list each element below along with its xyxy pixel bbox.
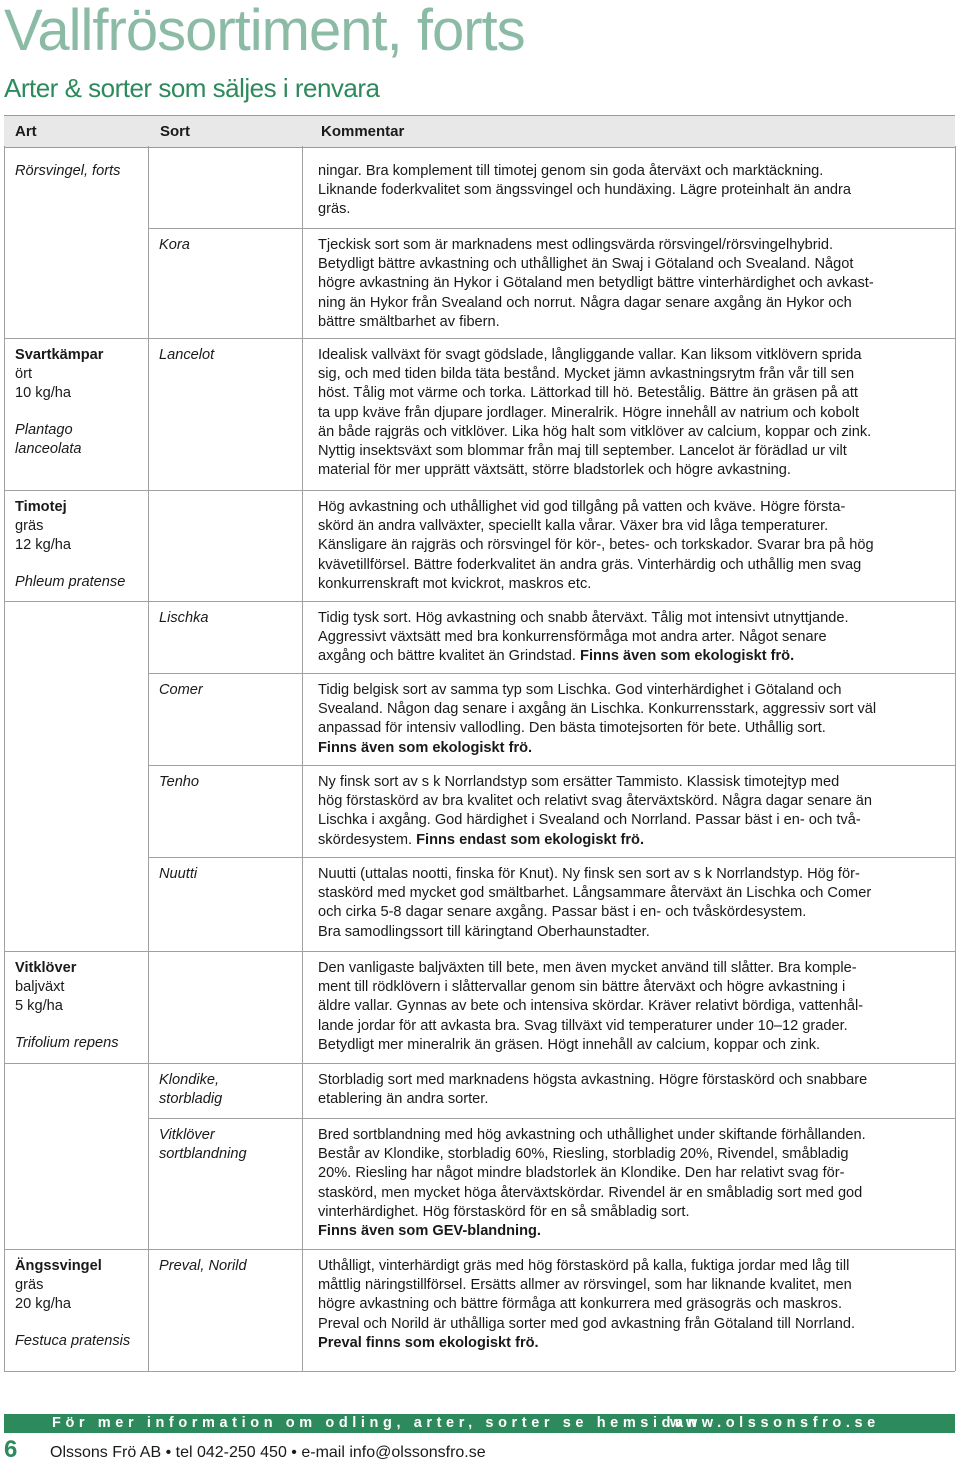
seed-rate: 10 kg/ha: [15, 385, 71, 402]
art-cell: [15, 959, 145, 1053]
seed-rate: 5 kg/ha: [15, 998, 63, 1015]
kommentar-cell: Hög avkastning och uthållighet vid god tillgång på vatten och kväve. Högre första- skörd än andra vallväxter, speciellt kalla vårar. Växer bra vid låga temperaturer. Känsligare än rajgräs och rörsvingel för kör-, betes- och torkskador. Svarar bra på hög kvävetillförsel. Bättre foderkvalitet än andra gräs. Vinterhärdig och uthållig men svag konkurrenskraft mot kvickrot, maskros etc.: [318, 499, 874, 592]
art-cell: [15, 498, 145, 592]
seed-rate: 12 kg/ha: [15, 537, 71, 554]
website-link[interactable]: www.olssonsfro.se: [670, 1415, 880, 1431]
row-divider: [4, 951, 955, 952]
table-header: [4, 115, 955, 148]
row-divider: [148, 1118, 955, 1119]
kommentar-cell: Bred sortblandning med hög avkastning och uthållighet under skiftande förhållanden. Består av Klondike, storbladig 60%, Riesling, storbladig 20%, Rivendel, småbladig 20%. Riesling har något mindre bladstorlek än Klondike. Den har relativt svag för- staskörd, men mycket höga återväxtskördar. Rivendel är en småbladig sort med god vinterhärdighet. Hög förstaskörd för en så småbladig sort. Finns även som GEV-blandning.: [318, 1127, 866, 1240]
row-divider: [148, 857, 955, 858]
row-divider: [4, 490, 955, 491]
info-banner: [4, 1414, 955, 1433]
art-cell: [15, 162, 145, 181]
latin-name: Festuca pratensis: [15, 1332, 131, 1349]
row-divider: [4, 338, 955, 339]
art-type: gräs: [15, 1277, 44, 1294]
art-cell: [15, 1257, 145, 1351]
latin-name: Plantago lanceolata: [15, 421, 82, 457]
art-name: Svartkämpar: [15, 347, 104, 363]
header-sort: Sort: [160, 123, 190, 140]
page-subtitle: Arter & sorter som säljes i renvara: [4, 73, 380, 103]
art-type: baljväxt: [15, 979, 65, 996]
art-name: Rörsvingel, forts: [15, 163, 121, 179]
info-banner-text: För mer information om odling, arter, sorter se hemsidan: [52, 1415, 702, 1431]
sort-cell: Klondike, storbladig: [159, 1072, 223, 1108]
header-kommentar: Kommentar: [321, 123, 405, 140]
kommentar-cell: Tidig tysk sort. Hög avkastning och snabb återväxt. Tålig mot intensivt utnyttjande. Aggressivt växtsätt med bra konkurrensförmåga mot andra arter. Något senare axgång och bättre kvalitet än Grindstad. Finns även som ekologiskt frö.: [318, 610, 849, 665]
kommentar-cell: Den vanligaste baljväxten till bete, men även mycket använd till slåtter. Bra komple- ment till rödklövern i slåttervallar genom sin bättre återväxt och högre avkastning i äldre vallar. Gynnas av bete och intensiva skördar. Kräver relativt bördiga, vattenhål- lande jordar för att avkasta bra. Svag tillväxt vid temperaturer under 10–12 grader. Betydligt mer mineralrik än gräsen. Högt innehåll av calcium, koppar och zink.: [318, 960, 864, 1053]
sort-cell: Comer: [159, 682, 203, 698]
header-art: Art: [15, 123, 37, 140]
column-divider: [955, 146, 956, 1371]
sort-cell: Vitklöver sortblandning: [159, 1127, 247, 1163]
kommentar-cell: Uthålligt, vinterhärdigt gräs med hög förstaskörd på kalla, fuktiga jordar med låg till måttlig näringstillförsel. Ersätts allmer av rörsvingel, som har liknande kvalitet, men högre avkastning och bättre förmåga att konkurrera med gräsogräs och maskros. Preval och Norild är uthålliga sorter med god avkastning från Götaland till Norrland. Preval finns som ekologiskt frö.: [318, 1258, 855, 1351]
art-name: Timotej: [15, 499, 67, 515]
column-divider: [148, 146, 149, 1371]
column-divider: [302, 146, 303, 1371]
kommentar-cell: ningar. Bra komplement till timotej genom sin goda återväxt och marktäckning. Liknande foderkvalitet som ängssvingel och hundäxing. Lägre proteinhalt än andra gräs.: [318, 163, 852, 218]
art-type: gräs: [15, 518, 44, 535]
latin-name: Phleum pratense: [15, 573, 126, 590]
seed-rate: 20 kg/ha: [15, 1296, 71, 1313]
sort-cell: Kora: [159, 237, 190, 253]
sort-cell: Preval, Norild: [159, 1258, 247, 1274]
contact-line: Olssons Frö AB • tel 042-250 450 • e-mail info@olssonsfro.se: [50, 1444, 486, 1461]
kommentar-cell: Idealisk vallväxt för svagt gödslade, långliggande vallar. Kan liksom vitklövern sprida sig, och med tiden bilda täta bestånd. Mycket jämn avkastningsrytm från vår till sen höst. Tålig mot värme och torka. Lättorkad till hö. Betestålig. Bättre än gräsen på att ta upp kväve från djupare jordlager. Mineralrik. Högre innehåll av natrium och kobolt än både rajgräs och vitklöver. Lika hög halt som vitklöver av calcium, koppar och zink. Nyttig insektsväxt som blommar från maj till september. Lancelot är förädlad ur vilt material för mer upprätt växtsätt, större bladstorlek och högre avkastning.: [318, 347, 872, 479]
row-divider: [4, 1249, 955, 1250]
row-divider: [4, 1063, 955, 1064]
sort-cell: Lischka: [159, 610, 209, 626]
row-divider: [148, 765, 955, 766]
art-type: ört: [15, 366, 33, 383]
kommentar-cell: Ny finsk sort av s k Norrlandstyp som ersätter Tammisto. Klassisk timotejtyp med hög förstaskörd av bra kvalitet och relativt svag återväxtskörd. Några dagar senare än Lischka i axgång. God härdighet i Svealand och Norrland. Passar bäst i en- och två- skördesystem. Finns endast som ekologiskt frö.: [318, 774, 873, 848]
row-divider: [148, 673, 955, 674]
art-name: Ängssvingel: [15, 1258, 102, 1274]
kommentar-cell: Tjeckisk sort som är marknadens mest odlingsvärda rörsvingel/rörsvingelhybrid. Betydligt bättre avkastning och uthållighet än Swaj i Götaland och Svealand. Något högre avkastning än Hykor i Götaland men betydligt bättre vinterhärdighet och avkast- ning än Hykor från Svealand och norrut. Några dagar senare axgång än Hykor och bättre smältbarhet av fibern.: [318, 237, 874, 330]
page-title: Vallfrösortiment, forts: [4, 0, 525, 63]
kommentar-cell: Storbladig sort med marknadens högsta avkastning. Högre förstaskörd och snabbare etablering än andra sorter.: [318, 1072, 868, 1108]
latin-name: Trifolium repens: [15, 1034, 119, 1051]
sort-cell: Lancelot: [159, 347, 215, 363]
page-number: 6: [4, 1436, 18, 1463]
row-divider: [4, 1371, 955, 1372]
art-name: Vitklöver: [15, 960, 77, 976]
row-divider: [148, 228, 955, 229]
kommentar-cell: Nuutti (uttalas nootti, finska för Knut). Ny finsk sen sort av s k Norrlandstyp. Hög för- staskörd med mycket god smältbarhet. Långsammare återväxt än Lischka och Comer och cirka 5-8 dagar senare axgång. Passar bäst i en- och tvåskördesystem. Bra samodlingssort till käringtand Oberhaunstadter.: [318, 866, 872, 940]
column-divider: [4, 146, 5, 1371]
sort-cell: Nuutti: [159, 866, 198, 882]
art-cell: [15, 346, 145, 459]
row-divider: [4, 601, 955, 602]
sort-cell: Tenho: [159, 774, 200, 790]
kommentar-cell: Tidig belgisk sort av samma typ som Lischka. God vinterhärdighet i Götaland och Svealand. Någon dag senare i axgång än Lischka. Konkurrensstark, aggressiv sort väl anpassad för intensiv vallodling. Den bästa timotejsorten för bete. Uthållig sort. Finns även som ekologiskt frö.: [318, 682, 877, 756]
